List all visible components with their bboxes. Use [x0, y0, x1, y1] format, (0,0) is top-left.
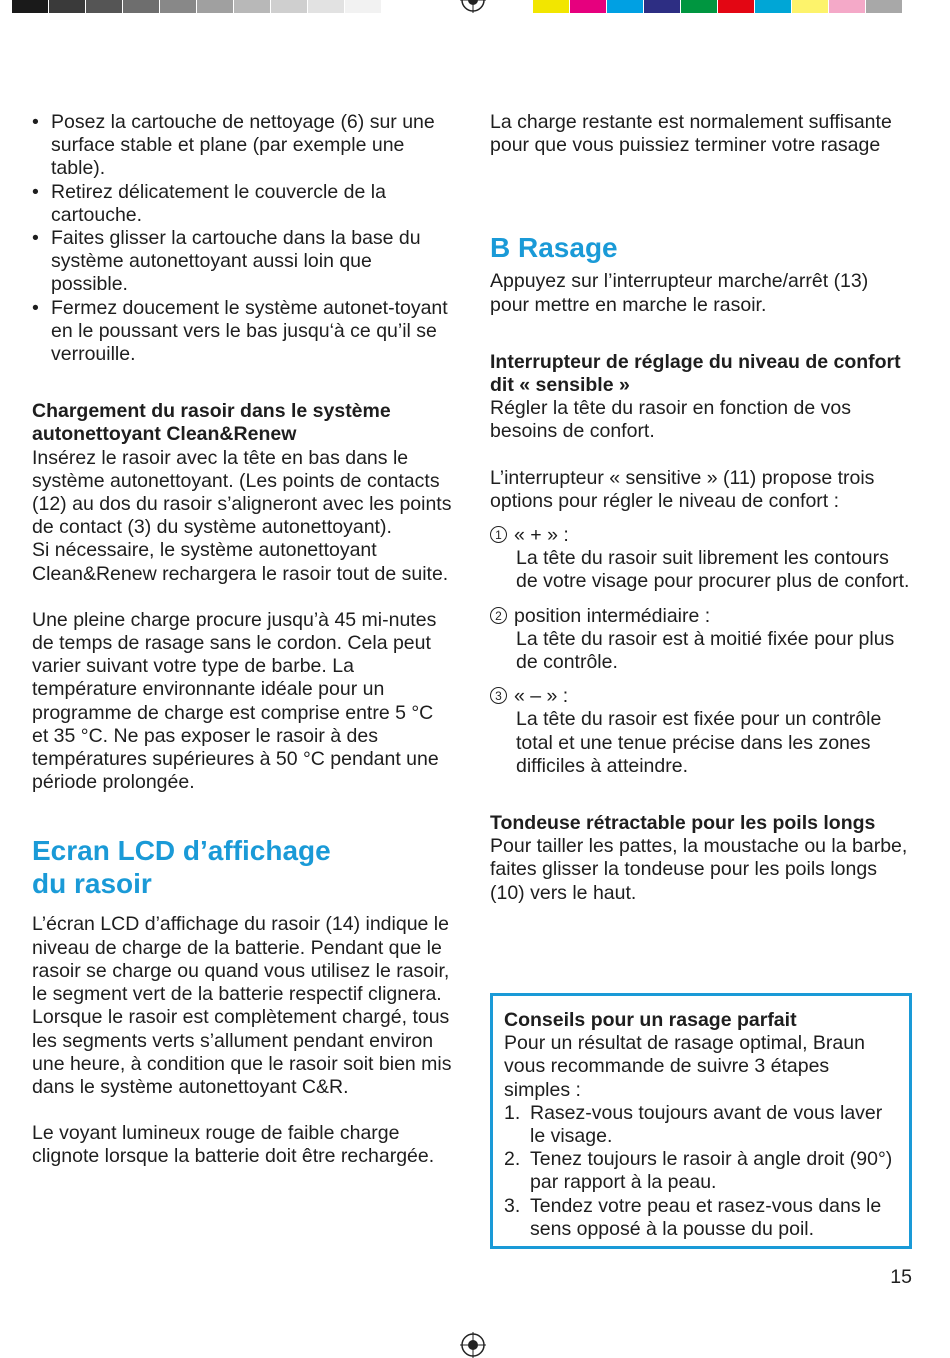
option-description: La tête du rasoir est à moitié fixée pour plus de contrôle.	[516, 627, 895, 674]
charging-text-2: Si nécessaire, le système autonettoyant Clean&Renew rechargera le rasoir tout de suite.	[32, 539, 449, 585]
step-number: 3.	[504, 1194, 521, 1217]
list-item: • Faites glisser la cartouche dans la base du système autonettoyant aussi loin que possible.	[32, 227, 454, 297]
gray-swatch	[271, 0, 308, 13]
option-label: « – » :	[514, 685, 569, 708]
low-charge-text: Le voyant lumineux rouge de faible charge clignote lorsque la batterie doit être rechargée.	[32, 1122, 435, 1168]
lcd-section-heading	[32, 834, 454, 900]
gray-swatch	[345, 0, 382, 13]
list-item	[504, 1148, 898, 1194]
lcd-heading-line1: Ecran LCD d’affichage	[32, 835, 331, 867]
tips-steps-list	[504, 1102, 898, 1241]
rasage-text: Appuyez sur l’interrupteur marche/arrêt (13) pour mettre en marche le rasoir.	[490, 270, 869, 316]
registration-mark-icon	[460, 1332, 486, 1358]
color-swatch	[866, 0, 903, 13]
tips-box	[490, 993, 912, 1249]
step-text: Tenez toujours le rasoir à angle droit (90°) par rapport à la peau.	[530, 1148, 893, 1194]
charging-section-title: Chargement du rasoir dans le système autonettoyant Clean&Renew	[32, 400, 391, 446]
color-swatch	[533, 0, 570, 13]
full-charge-text: Une pleine charge procure jusqu’à 45 mi-nutes de temps de rasage sans le cordon. Cela peut varier suivant votre type de barbe. La température environnante idéale pour un programme de charge est comprise entre 5 °C et 35 °C. Ne pas exposer le rasoir à des températures supérieures à 50 °C pendant une période prolongée.	[32, 608, 439, 794]
gray-swatch	[234, 0, 271, 13]
list-item: • Fermez doucement le système autonet-toyant en le poussant vers le bas jusqu‘à ce qu’il se verrouille.	[32, 297, 454, 367]
option-description: La tête du rasoir suit librement les contours de votre visage pour procurer plus de confort.	[516, 547, 910, 593]
step-number: 2.	[504, 1148, 521, 1171]
option-description: La tête du rasoir est fixée pour un contrôle total et une tenue précise dans les zones difficiles à atteindre.	[516, 708, 882, 777]
gray-swatch	[86, 0, 123, 13]
rasage-heading: B Rasage	[490, 232, 618, 264]
gray-swatch	[308, 0, 345, 13]
color-swatch	[718, 0, 755, 13]
charging-text: Insérez le rasoir avec la tête en bas dans le système autonettoyant. (Les points de contacts (12) au dos du rasoir s’aligneront avec les points de contact (3) du système autonettoyant).	[32, 446, 452, 539]
option-label: « + » :	[514, 524, 569, 547]
color-calibration-bar	[533, 0, 903, 13]
list-item: • Posez la cartouche de nettoyage (6) sur une surface stable et plane (par exemple une table).	[32, 111, 454, 181]
gray-swatch	[382, 0, 419, 13]
option-item	[490, 685, 910, 778]
lcd-text: L’écran LCD d’affichage du rasoir (14) indique le niveau de charge de la batterie. Pendant que le rasoir se charge ou quand vous utilisez le rasoir, le segment vert de la batterie respectif clignera. Lorsque le rasoir est complètement chargé, tous les segments verts s’allument pendant environ une heure, à condition que le rasoir soit bien mis dans le système autonettoyant C&R.	[32, 913, 452, 1098]
gray-swatch	[49, 0, 86, 13]
color-swatch	[607, 0, 644, 13]
step-text: Tendez votre peau et rasez-vous dans le sens opposé à la pousse du poil.	[530, 1194, 882, 1240]
color-swatch	[792, 0, 829, 13]
switch-section-title: Interrupteur de réglage du niveau de confort dit « sensible »	[490, 350, 901, 397]
gray-swatch	[123, 0, 160, 13]
list-item	[504, 1102, 898, 1148]
step-text: Rasez-vous toujours avant de vous laver le visage.	[530, 1101, 883, 1148]
page-number: 15	[890, 1266, 912, 1288]
circled-number-three-icon: 3	[490, 687, 507, 704]
gray-swatch	[12, 0, 49, 13]
remaining-charge-text: La charge restante est normalement suffisante pour que vous puissiez terminer votre rasage	[490, 111, 892, 157]
option-item	[490, 605, 910, 675]
step-number: 1.	[504, 1101, 521, 1124]
color-swatch	[755, 0, 792, 13]
registration-mark-icon	[460, 0, 486, 13]
tips-title: Conseils pour un rasage parfait	[504, 1009, 797, 1031]
sensitive-intro: L’interrupteur « sensitive » (11) propose trois options pour régler le niveau de confort :	[490, 466, 875, 512]
color-swatch	[570, 0, 607, 13]
circled-number-one-icon: 1	[490, 526, 507, 543]
right-column	[490, 111, 910, 905]
option-item	[490, 524, 910, 594]
option-label: position intermédiaire :	[514, 604, 711, 627]
list-item	[504, 1195, 898, 1241]
tips-intro: Pour un résultat de rasage optimal, Braun vous recommande de suivre 3 étapes simples :	[504, 1032, 865, 1101]
gray-swatch	[197, 0, 234, 13]
color-swatch	[829, 0, 866, 13]
left-column	[32, 111, 454, 1169]
trimmer-section-title: Tondeuse rétractable pour les poils longs	[490, 812, 876, 835]
circled-number-two-icon: 2	[490, 607, 507, 624]
installation-steps-list	[32, 111, 454, 366]
color-swatch	[681, 0, 718, 13]
switch-text: Régler la tête du rasoir en fonction de vos besoins de confort.	[490, 397, 851, 443]
gray-swatch	[160, 0, 197, 13]
lcd-heading-line2: du rasoir	[32, 868, 152, 900]
color-swatch	[644, 0, 681, 13]
grayscale-calibration-bar	[12, 0, 419, 13]
list-item: • Retirez délicatement le couvercle de la cartouche.	[32, 181, 454, 227]
trimmer-text: Pour tailler les pattes, la moustache ou la barbe, faites glisser la tondeuse pour les poils longs (10) vers le haut.	[490, 835, 908, 904]
